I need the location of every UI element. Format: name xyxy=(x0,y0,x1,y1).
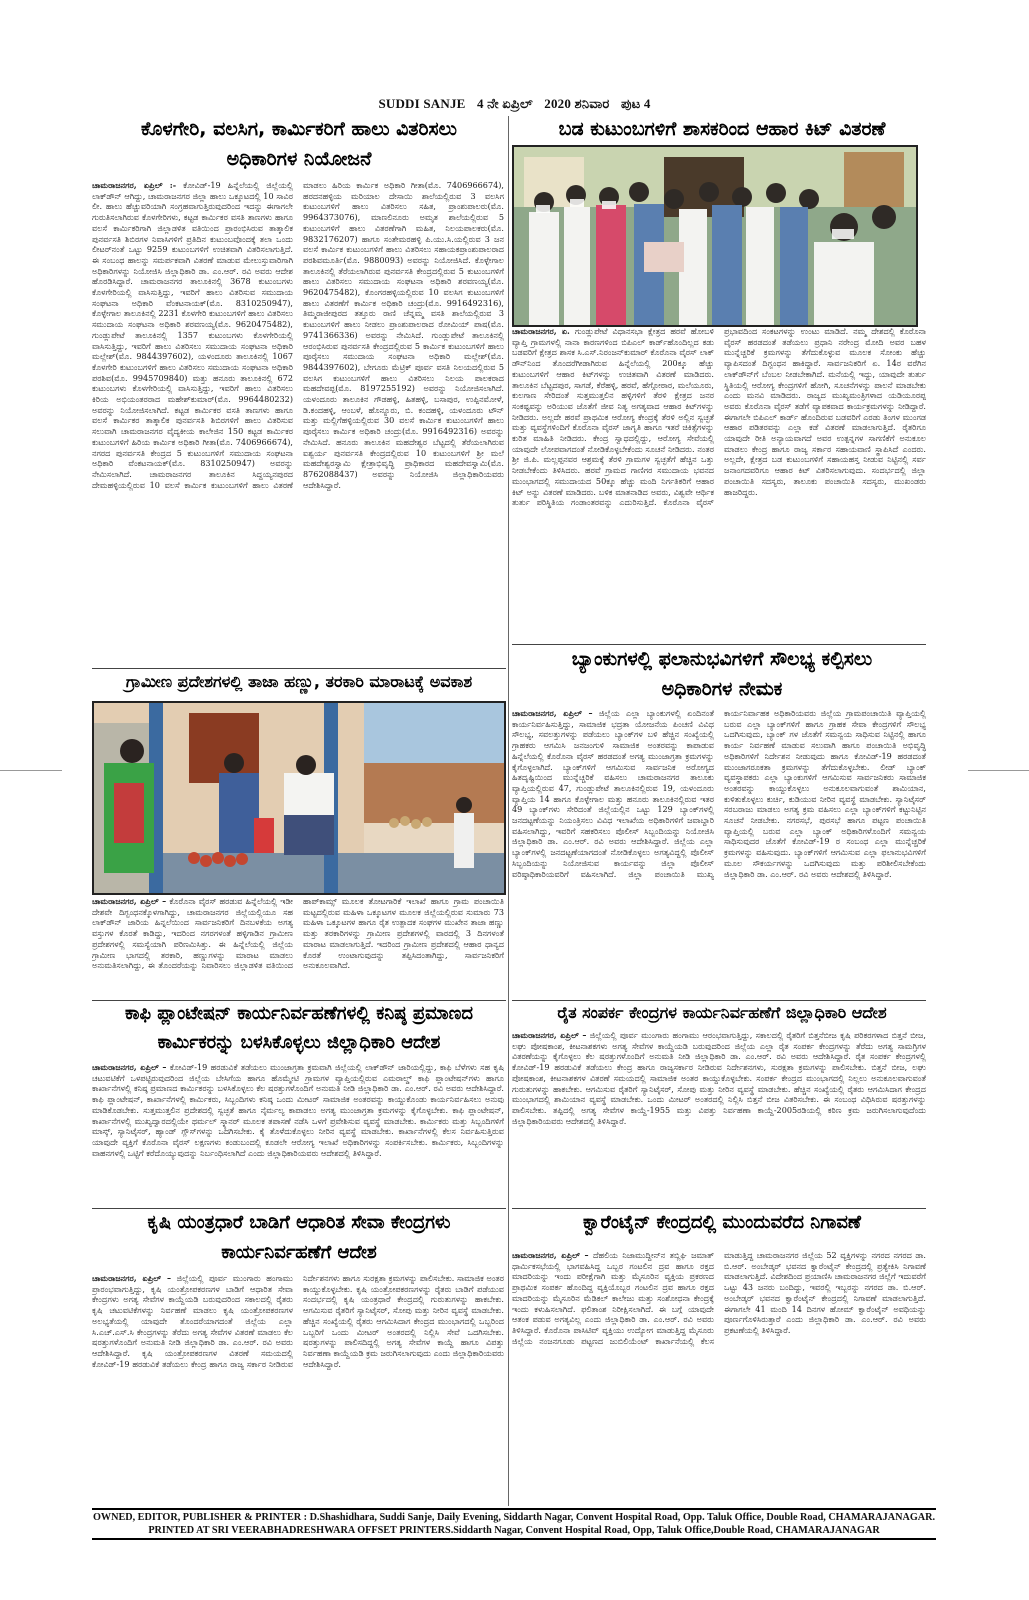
produce-article-body xyxy=(92,896,504,998)
rule-right-2 xyxy=(512,1000,926,1001)
masthead xyxy=(0,96,1029,112)
rule-right-1 xyxy=(512,644,926,645)
milk-article-body xyxy=(92,180,504,664)
masthead-page: ಪುಟ 4 xyxy=(620,96,651,111)
foodkit-dateline: ಚಾಮರಾಜನಗರ, ಏ. xyxy=(512,326,570,336)
milk-headline-1: ಕೊಳಗೇರಿ, ವಲಸಿಗ, ಕಾರ್ಮಿಕರಿಗೆ ಹಾಲು ವಿತರಿಸಲು xyxy=(141,118,457,140)
center-column-rule xyxy=(508,116,509,1506)
quarantine-article-body xyxy=(512,1250,926,1502)
imprint-line-2: PRINTED AT SRI VEERABHADRESHWARA OFFSET PRINTERS.Siddarth Nagar, Convent Hospital Road, Opp, Taluk Office,Double Road, CHAMARAJANAGAR xyxy=(148,1525,880,1536)
coffee-dateline: ಚಾಮರಾಜನಗರ, ಏಪ್ರಿಲ್ – xyxy=(92,1062,167,1072)
raitha-article-body xyxy=(512,1030,926,1204)
krishi-text: ಜಿಲ್ಲೆಯಲ್ಲಿ ಪೂರ್ವ ಮುಂಗಾರು ಹಂಗಾಮು ಪ್ರಾರಂಭವಾಗುತ್ತಿದ್ದು, ಕೃಷಿ ಯಂತ್ರೋಪಕರಣಗಳ ಬಾಡಿಗೆ ಆಧಾರಿತ ಸೇವಾ ಕೇಂದ್ರಗಳು ಅಗತ್ಯ ಸೇವೆಗಳ ಕಾಯ್ದೆಯಡಿ ಬರುವುದರಿಂದ ಸಕಾಲದಲ್ಲಿ ರೈತರು ಕೃಷಿ ಚಟುವಟಿಕೆಗಳನ್ನು ನಿರ್ವಹಣೆ ಮಾಡಲು ಕೃಷಿ ಯಂತ್ರೋಪಕರಣಗಳ ಅಲಭ್ಯತೆಯಲ್ಲಿ ಯಾವುದೇ ತೊಂದರೆಯಾಗದಂತೆ ಜಿಲ್ಲೆಯ ಎಲ್ಲಾ ಸಿ.ಎಚ್.ಎಸ್.ಸಿ ಕೇಂದ್ರಗಳನ್ನು ತೆರೆದು ಅಗತ್ಯ ಸೇವೆಗಳ ವಿತರಣೆ ಮಾಡಲು ಕೆಲ ಷರತ್ತುಗಳೊಂದಿಗೆ ಅನುಮತಿ ನೀಡಿ ಜಿಲ್ಲಾಧಿಕಾರಿ ಡಾ. ಎಂ.ಆರ್. ರವಿ ಅವರು ಆದೇಶಿಸಿದ್ದಾರೆ. ಕೃಷಿ ಯಂತ್ರೋಪಕರಣಗಳ ವಿತರಣೆ ಸಮಯದಲ್ಲಿ ಕೋವಿಡ್-19 ಹರಡುವಿಕೆ ತಡೆಯಲು ಕೇಂದ್ರ ಹಾಗೂ ರಾಜ್ಯ ಸರ್ಕಾರ ನೀಡಿರುವ ನಿರ್ದೇಶನಗಳು ಹಾಗೂ ಸುರಕ್ಷತಾ ಕ್ರಮಗಳನ್ನು ಪಾಲಿಸಬೇಕು. ಸಾಮಾಜಿಕ ಅಂತರ ಕಾಯ್ದುಕೊಳ್ಳಬೇಕು. ಕೃಷಿ ಯಂತ್ರೋಪಕರಣಗಳನ್ನು ರೈತರು ಬಾಡಿಗೆ ಪಡೆಯುವ ಸಂದರ್ಭದಲ್ಲಿ ಕೃಷಿ ಯಂತ್ರಧಾರೆ ಕೇಂದ್ರದಲ್ಲಿ ಗುರುತುಗಳನ್ನು ಹಾಕಬೇಕು. ಆಗಮಿಸುವ ರೈತರಿಗೆ ಸ್ಯಾನಿಟೈಸರ್, ಸೋಪು ಮತ್ತು ನೀರಿನ ವ್ಯವಸ್ಥೆ ಮಾಡಬೇಕು. ಹೆಚ್ಚಿನ ಸಂಖ್ಯೆಯಲ್ಲಿ ರೈತರು ಆಗಮಿಸಿದಾಗ ಕೇಂದ್ರದ ಮುಂಭಾಗದಲ್ಲಿ ಒಬ್ಬರಿಂದ ಒಬ್ಬರಿಗೆ ಒಂದು ಮೀಟರ್ ಅಂತರದಲ್ಲಿ ನಿಲ್ಲಿಸಿ ಸೇವೆ ಒದಗಿಸಬೇಕು. ಷರತ್ತುಗಳನ್ನು ಪಾಲಿಸದಿದ್ದಲ್ಲಿ ಅಗತ್ಯ ಸೇವೆಗಳ ಕಾಯ್ದೆ ಹಾಗೂ ವಿಪತ್ತು ನಿರ್ವಹಣಾ ಕಾಯ್ದೆಯಡಿ ಕ್ರಮ ಜರುಗಿಸಲಾಗುವುದು ಎಂದು ಜಿಲ್ಲಾಧಿಕಾರಿಯವರು ಆದೇಶಿಸಿದ್ದಾರೆ. xyxy=(92,1273,504,1369)
foodkit-photo-illustration xyxy=(514,147,916,325)
krishi-headline-2: ಕಾರ್ಯನಿರ್ವಹಣೆಗೆ ಆದೇಶ xyxy=(221,1242,377,1263)
banks-article-body xyxy=(512,708,926,1002)
milk-text: ಕೋವಿಡ್-19 ಹಿನ್ನೆಲೆಯಲ್ಲಿ ಜಿಲ್ಲೆಯಲ್ಲಿ ಲಾಕ್‌ಡೌನ್ ಆಗಿದ್ದು, ಚಾಮರಾಜನಗರ ಜಿಲ್ಲಾ ಹಾಲು ಒಕ್ಕೂಟದಲ್ಲಿ 10 ಸಾವಿರ ಲೀ. ಹಾಲು ಹೆಚ್ಚುವರಿಯಾಗಿ ಸಂಗ್ರಹವಾಗುತ್ತಿರುವುದರಿಂದ ಇದನ್ನು ಈಗಾಗಲೇ ಗುರುತಿಸಲಾಗಿರುವ ಕೊಳಗೇರಿಗಳು, ಕಟ್ಟಡ ಕಾರ್ಮಿಕರ ವಸತಿ ತಾಣಗಳು ಹಾಗೂ ವಲಸೆ ಕಾರ್ಮಿಕರಿಗಾಗಿ ಜಿಲ್ಲಾಡಳಿತ ವತಿಯಿಂದ ಪ್ರಾರಂಭಿಸಿರುವ ತಾತ್ಕಾಲಿಕ ಪುನರ್ವಸತಿ ಶಿಬಿರಗಳ ನಿವಾಸಿಗಳಿಗೆ ಪ್ರತಿದಿನ ಕುಟುಂಬವೊಂದಕ್ಕೆ ತಲಾ ಒಂದು ಲೀಟರ್‌ನಂತೆ ಒಟ್ಟು 9259 ಕುಟುಂಬಗಳಿಗೆ ಉಚಿತವಾಗಿ ವಿತರಿಸಲಾಗುತ್ತಿದೆ. ಈ ಸಂಬಂಧ ಹಾಲನ್ನು ಸಮರ್ಪಕವಾಗಿ ವಿತರಣೆ ಮಾಡುವ ಮೇಲುಸ್ತುವಾರಿಗಾಗಿ ಅಧಿಕಾರಿಗಳನ್ನು ನಿಯೋಜಿಸಿ ಜಿಲ್ಲಾಧಿಕಾರಿ ಡಾ. ಎಂ.ಆರ್. ರವಿ ಅವರು ಆದೇಶ ಹೊರಡಿಸಿದ್ದಾರೆ. ಚಾಮರಾಜನಗರ ತಾಲೂಕಿನಲ್ಲಿ 3678 ಕುಟುಂಬಗಳು ಕೊಳಗೇರಿಯಲ್ಲಿ ವಾಸಿಸುತ್ತಿದ್ದು, ಇವರಿಗೆ ಹಾಲು ವಿತರಿಸುವ ಸಮುದಾಯ ಸಂಘಟನಾ ಅಧಿಕಾರಿ ವೆಂಕಟನಾಯಕ್(ಮೊ. 8310250947), ಕೊಳ್ಳೇಗಾಲ ತಾಲೂಕಿನಲ್ಲಿ 2231 ಕೊಳಗೇರಿ ಕುಟುಂಬಗಳಿಗೆ ಹಾಲು ವಿತರಿಸಲು ಸಮುದಾಯ ಸಂಘಟನಾ ಅಧಿಕಾರಿ ಶರವಣಯ್ಯ(ಮೊ. 9620475482), ಗುಂಡ್ಲುಪೇಟೆ ತಾಲೂಕಿನಲ್ಲಿ 1357 ಕುಟುಂಬಗಳು ಕೊಳಗೇರಿಯಲ್ಲಿ ವಾಸಿಸುತ್ತಿದ್ದು, ಇವರಿಗೆ ಹಾಲು ವಿತರಿಸಲು ಸಮುದಾಯ ಸಂಘಟನಾ ಅಧಿಕಾರಿ ಮಲ್ಲೇಶ್(ಮೊ. 9844397602), ಯಳಂದೂರು ತಾಲೂಕಿನಲ್ಲಿ 1067 ಕೊಳಗೇರಿ ಕುಟುಂಬಗಳಿಗೆ ಹಾಲು ವಿತರಿಸಲು ಸಮುದಾಯ ಸಂಘಟನಾ ಅಧಿಕಾರಿ ಪರಶಿವ(ಮೊ. 9945709840) ಮತ್ತು ಹನೂರು ತಾಲೂಕಿನಲ್ಲಿ 672 ಕುಟುಂಬಗಳು ಕೊಳಗೇರಿಯಲ್ಲಿ ವಾಸಿಸುತ್ತಿದ್ದು, ಇವರಿಗೆ ಹಾಲು ವಿತರಿಸಲು ಕಿರಿಯ ಅಭಿಯಂತರರಾದ ಮಹೇಶ್‌ಕುಮಾರ್(ಮೊ. 9964480232) ಅವರನ್ನು ನಿಯೋಜಿಸಲಾಗಿದೆ. ಕಟ್ಟಡ ಕಾರ್ಮಿಕರ ವಸತಿ ತಾಣಗಳು ಹಾಗೂ ವಲಸೆ ಕಾರ್ಮಿಕರ ತಾತ್ಕಾಲಿಕ ಪುನರ್ವಸತಿ ಶಿಬಿರಗಳಿಗೆ ಹಾಲು ವಿತರಿಸುವ ಸಲುವಾಗಿ ಚಾಮರಾಜನಗರ ವೈದ್ಯಕೀಯ ಕಾಲೇಜಿನ 150 ಕಟ್ಟಡ ಕಾರ್ಮಿಕರ ಕುಟುಂಬಗಳಿಗೆ ಹಿರಿಯ ಕಾರ್ಮಿಕ ಅಧಿಕಾರಿ ಗೀತಾ(ಮೊ. 7406966674), ನಗರದ ಪುನರ್ವಸತಿ ಕೇಂದ್ರದ 5 ಕುಟುಂಬಗಳಿಗೆ ಸಮುದಾಯ ಸಂಘಟನಾ ಅಧಿಕಾರಿ ವೆಂಕಟನಾಯಕ್(ಮೊ. 8310250947) ಅವರನ್ನು ನೇಮಿಸಲಾಗಿದೆ. ಚಾಮರಾಜನಗರ ತಾಲೂಕಿನ ಸಿದ್ದಯ್ಯನಪುರದ ದೇಮಹಳ್ಳಿಯಲ್ಲಿರುವ 10 ವಲಸೆ ಕಾರ್ಮಿಕ ಕುಟುಂಬಗಳಿಗೆ ಹಾಲು ವಿತರಣೆ ಮಾಡಲು ಹಿರಿಯ ಕಾರ್ಮಿಕ ಅಧಿಕಾರಿ ಗೀತಾ(ಮೊ. 7406966674), ಹರದನಹಳ್ಳಿಯ ಮರಿಯಾಲ ದೇಸಾಯಿ ಶಾಲೆಯಲ್ಲಿರುವ 3 ವಲಸಿಗ ಕುಟುಂಬಗಳಿಗೆ ಹಾಲು ವಿತರಿಸಲು ಸಹಿತ, ಪ್ರಾಂಶುಪಾಲರು(ಮೊ. 9964373076), ಮಾಣಲಿನೂರು ಅಮೃತ ಶಾಲೆಯಲ್ಲಿರುವ 5 ಕುಟುಂಬಗಳಿಗೆ ಹಾಲು ವಿತರಣೆಗಾಗಿ ಮಹಿತ, ನಿಲಯಪಾಲಕರು(ಮೊ. 9832176207) ಹಾಗೂ ಸಂತೇಮರಹಳ್ಳಿ ಪಿ.ಯು.ಸಿ.ಯಲ್ಲಿರುವ 3 ಜನ ವಲಸೆ ಕಾರ್ಮಿಕ ಕುಟುಂಬಗಳಿಗೆ ಹಾಲು ವಿತರಿಸಲು ಸಹಾಯಕಪ್ರಾಂಶುಪಾಲರಾದ ಪರಶಿವಮೂರ್ತಿ(ಮೊ. 9880093) ಅವರನ್ನು ನಿಯೋಜಿಸಿದೆ. ಕೊಳ್ಳೇಗಾಲ ತಾಲೂಕಿನಲ್ಲಿ ತೆರೆಯಲಾಗಿರುವ ಪುನರ್ವಸತಿ ಕೇಂದ್ರದಲ್ಲಿರುವ 5 ಕುಟುಂಬಗಳಿಗೆ ಹಾಲು ವಿತರಿಸಲು ಸಮುದಾಯ ಸಂಘಟನಾ ಅಧಿಕಾರಿ ಶರವಣಯ್ಯ(ಮೊ. 9620475482), ಕೊಂಗರಹಳ್ಳಿಯಲ್ಲಿರುವ 10 ವಲಸಿಗ ಕುಟುಂಬಗಳಿಗೆ ಹಾಲು ವಿತರಣೆಗೆ ಕಾರ್ಮಿಕ ಅಧಿಕಾರಿ ಚಂದ್ರು(ಮೊ. 9916492316), ತಿಮ್ಮರಾಜೀಪುರದ ತತ್ತೂರು ರಾಣಿ ಚೆನ್ನಮ್ಮ ವಸತಿ ಶಾಲೆಯಲ್ಲಿರುವ 3 ಕುಟುಂಬಗಳಿಗೆ ಹಾಲು ನೀಡಲು ಪ್ರಾಂಶುಪಾಲರಾದ ರೋಮಿಯ್ ಪಾಷ(ಮೊ. 9741366336) ಅವರನ್ನು ನೇಮಿಸಿದೆ. ಗುಂಡ್ಲುಪೇಟೆ ತಾಲೂಕಿನಲ್ಲಿ ಆರಂಭಿಸಿರುವ ಪುನರ್ವಸತಿ ಕೇಂದ್ರದಲ್ಲಿರುವ 5 ಕಾರ್ಮಿಕ ಕುಟುಂಬಗಳಿಗೆ ಹಾಲು ಪೂರೈಸಲು ಸಮುದಾಯ ಸಂಘಟನಾ ಅಧಿಕಾರಿ ಮಲ್ಲೇಶ್(ಮೊ. 9844397602), ಬೇಗೂರು ಮೆಟ್ರಿಕ್ ಪೂರ್ವ ವಸತಿ ನಿಲಯದಲ್ಲಿರುವ 5 ವಲಸಿಗ ಕುಟುಂಬಗಳಿಗೆ ಹಾಲು ವಿತರಿಸಲು ನಿಲಯ ಪಾಲಕರಾದ ಮಹದೇವಪ್ಪ(ಮೊ. 8197255192) ಅವರನ್ನು ನಿಯೋಜಿಸಲಾಗಿದೆ. ಯಳಂದೂರು ತಾಲೂಕಿನ ಗೌಡಹಳ್ಳಿ, ಹಿತಹಳ್ಳಿ, ಬಸಾಪುರ, ಉಪ್ಪಿನಮೋಳೆ, ಡಿ.ಕಂದಹಳ್ಳಿ, ಆಂಬಳೆ, ಹೊನ್ನೂರು, ಬಿ. ಕಂದಹಳ್ಳಿ, ಯಳಂದೂರು ಟೌನ್ ಮತ್ತು ಮಲ್ಲಿಗೆಹಳ್ಳಿಯಲ್ಲಿರುವ 30 ವಲಸೆ ಕಾರ್ಮಿಕ ಕುಟುಂಬಗಳಿಗೆ ಹಾಲು ಪೂರೈಸಲು ಕಾರ್ಮಿಕ ಅಧಿಕಾರಿ ಚಂದ್ರು(ಮೊ. 9916492316) ಅವರನ್ನು ನೇಮಿಸಿದೆ. ಹನೂರು ತಾಲೂಕಿನ ಮಹದೇಶ್ವರ ಬೆಟ್ಟದಲ್ಲಿ ತೆರೆಯಲಾಗಿರುವ ಐಶ್ವರ್ಯ ಪುನರ್ವಸತಿ ಕೇಂದ್ರದಲ್ಲಿರುವ 10 ಕುಟುಂಬಗಳಿಗೆ ಶ್ರೀ ಮಲೆ ಮಹದೇಶ್ವರಸ್ವಾಮಿ ಕ್ಷೇತ್ರಾಭಿವೃದ್ಧಿ ಪ್ರಾಧಿಕಾರದ ಮಹದೇವಸ್ವಾಮಿ(ಮೊ. 8762088437) ಅವರನ್ನು ನಿಯೋಜಿಸಿ ಜಿಲ್ಲಾಧಿಕಾರಿಯವರು ಆದೇಶಿಸಿದ್ದಾರೆ. xyxy=(92,180,504,490)
raitha-headline: ರೈತ ಸಂಪರ್ಕ ಕೇಂದ್ರಗಳ ಕಾರ್ಯನಿರ್ವಹಣೆಗೆ ಜಿಲ್ಲಾಧಿಕಾರಿ ಆದೇಶ xyxy=(557,1003,887,1022)
banks-dateline: ಚಾಮರಾಜನಗರ, ಏಪ್ರಿಲ್ – xyxy=(512,708,593,718)
produce-photo-illustration xyxy=(94,703,504,893)
rule-left-2 xyxy=(92,1000,506,1001)
imprint-footer xyxy=(92,1508,936,1540)
coffee-text: ಕೋವಿಡ್-19 ಹರಡುವಿಕೆ ತಡೆಯಲು ಮುಂಜಾಗ್ರತಾ ಕ್ರಮವಾಗಿ ಜಿಲ್ಲೆಯಲ್ಲಿ ಲಾಕ್‌ಡೌನ್ ಜಾರಿಯಲ್ಲಿದ್ದು, ಕಾಫಿ ಬೆಳೆಗಳು ಸಹ ಕೃಷಿ ಚಟುವಟಿಕೆಗೆ ಒಳಪಟ್ಟಿರುವುದರಿಂದ ಜಿಲ್ಲೆಯ ಬೇಸಿಗೆಯ ಹಾಗೂ ಹೊಮ್ಮೇಟಿ ಗ್ರಾಮಗಳ ವ್ಯಾಪ್ತಿಯಲ್ಲಿರುವ ಎಮರಾಲ್ಡ್ ಕಾಫಿ ಪ್ಲಾಂಟೇಷನ್‌ಗಳು ಹಾಗೂ ಕಾರ್ಖಾನೆಗಳಲ್ಲಿ ಕನಿಷ್ಠ ಪ್ರಮಾಣದ ಕಾರ್ಮಿಕರನ್ನು ಬಳಸಿಕೊಳ್ಳಲು ಕೆಲ ಷರತ್ತುಗಳೊಂದಿಗೆ ಅನುಮತಿ ನೀಡಿ ಜಿಲ್ಲಾಧಿಕಾರಿ ಡಾ. ಎಂ.ಆರ್. ರವಿ ಅವರು ಆದೇಶಿಸಿದ್ದಾರೆ. ಕಾಫಿ ಪ್ಲಾಂಟೇಷನ್, ಕಾರ್ಖಾನೆಗಳಲ್ಲಿ ಕಾರ್ಮಿಕರು, ಸಿಬ್ಬಂದಿಗಳು ಕನಿಷ್ಠ ಒಂದು ಮೀಟರ್ ಸಾಮಾಜಿಕ ಅಂತರವನ್ನು ಕಾಯ್ದುಕೊಂಡು ಕಾರ್ಯನಿರ್ವಹಿಸಲು ಅನುವು ಮಾಡಿಕೊಡಬೇಕು. ಸುತ್ತಮುತ್ತಲಿನ ಪ್ರದೇಶದಲ್ಲಿ ಸ್ವಚ್ಛತೆ ಹಾಗೂ ನೈರ್ಮಲ್ಯ ಕಾಪಾಡಲು ಅಗತ್ಯ ಮುಂಜಾಗ್ರತಾ ಕ್ರಮಗಳನ್ನು ಕೈಗೊಳ್ಳಬೇಕು. ಕಾಫಿ ಪ್ಲಾಂಟೇಷನ್, ಕಾರ್ಖಾನೆಗಳಲ್ಲಿ ಮುಖ್ಯದ್ವಾರದಲ್ಲಿಯೇ ಥರ್ಮಲ್ ಸ್ಕ್ಯಾನರ್ ಮೂಲಕ ತಪಾಸಣೆ ನಡೆಸಿ ಒಳಗೆ ಪ್ರವೇಶಿಸುವ ವ್ಯವಸ್ಥೆ ಮಾಡಬೇಕು. ಕಾರ್ಮಿಕರು ಮತ್ತು ಸಿಬ್ಬಂದಿಗಳಿಗೆ ಮಾಸ್ಕ್, ಸ್ಯಾನಿಟೈಸರ್, ಹ್ಯಾಂಡ್ ಗ್ಲೌಸ್‌ಗಳನ್ನು ಒದಗಿಸಬೇಕು. ಕೈ ತೊಳೆದುಕೊಳ್ಳಲು ನೀರಿನ ವ್ಯವಸ್ಥೆ ಮಾಡಬೇಕು. ಕಾರ್ಖಾನೆಗಳಲ್ಲಿ ಕೆಲಸ ನಿರ್ವಹಿಸುತ್ತಿರುವ ಯಾವುದೇ ವ್ಯಕ್ತಿಗೆ ಕೊರೊನಾ ವೈರಸ್ ಲಕ್ಷಣಗಳು ಕಂಡುಬಂದಲ್ಲಿ ಕೂಡಲೇ ಆರೋಗ್ಯ ಇಲಾಖೆ ಅಧಿಕಾರಿಗಳನ್ನು ಸಂಪರ್ಕಿಸಬೇಕು. ಕಾರ್ಮಿಕರು, ಸಿಬ್ಬಂದಿಗಳನ್ನು ವಾಹನಗಳಲ್ಲಿ ಒಟ್ಟಿಗೆ ಕರೆದೊಯ್ಯುವುದನ್ನು ನಿರ್ಬಂಧಿಸಲಾಗಿದೆ ಎಂದು ಜಿಲ್ಲಾಧಿಕಾರಿಯವರು ಆದೇಶದಲ್ಲಿ ತಿಳಿಸಿದ್ದಾರೆ. xyxy=(92,1062,504,1158)
produce-text: ಕೊರೊನಾ ವೈರಸ್ ಹರಡುವ ಹಿನ್ನೆಲೆಯಲ್ಲಿ ಇಡೀ ದೇಶವೇ ದಿಗ್ಬಂಧನಕ್ಕೊಳಗಾಗಿದ್ದು, ಚಾಮರಾಜನಗರ ಜಿಲ್ಲೆಯಲ್ಲಿಯೂ ಸಹ ಲಾಕ್‌ಡೌನ್ ಜಾರಿಯ ಹಿನ್ನಲೆಯಿಂದ ಸಾರ್ವಜನಿಕರಿಗೆ ದಿನಬಳಕೆಯ ಅಗತ್ಯ ವಸ್ತುಗಳ ಕೊರತೆ ಕಾಡಿದ್ದು, ಇದರಿಂದ ನಗರಗಳಂತೆ ಹಳ್ಳಿಗಾಡಿನ ಗ್ರಾಮೀಣ ಪ್ರದೇಶಗಳಲ್ಲಿ ಸಮಸ್ಯೆಯಾಗಿ ಪರಿಣಮಿಸಿತ್ತು. ಈ ಹಿನ್ನೆಲೆಯಲ್ಲಿ ಜಿಲ್ಲೆಯ ಗ್ರಾಮೀಣ ಭಾಗದಲ್ಲಿ ತರಕಾರಿ, ಹಣ್ಣುಗಳನ್ನು ಮಾರಾಟ ಮಾಡಲು ಅನುಮತಿಸಲಾಗಿದ್ದು, ಈ ತೊಂದರೆಯನ್ನು ನಿವಾರಿಸಲು ಜಿಲ್ಲಾಡಳಿತ ವತಿಯಿಂದ ಹಾಪ್‌ಕಾಮ್ಸ್ ಮೂಲಕ ತೋಟಗಾರಿಕೆ ಇಲಾಖೆ ಹಾಗೂ ಗ್ರಾಮ ಪಂಚಾಯಿತಿ ಮಟ್ಟದಲ್ಲಿರುವ ಮಹಿಳಾ ಒಕ್ಕೂಟಗಳ ಮೂಲಕ ಜಿಲ್ಲೆಯಲ್ಲಿರುವ ಸುಮಾರು 73 ಮಹಿಳಾ ಒಕ್ಕೂಟಗಳ ಹಾಗೂ ರೈತ ಉತ್ಪಾದಕ ಸಂಘಗಳ ಮುಖೇನ ತಾಜಾ ಹಣ್ಣು ಮತ್ತು ತರಕಾರಿಗಳನ್ನು ಗ್ರಾಮೀಣ ಪ್ರದೇಶಗಳಲ್ಲಿ ವಾರದಲ್ಲಿ 3 ದಿನಗಳಂತೆ ಮಾರಾಟ ಮಾಡಲಾಗುತ್ತಿದೆ. ಇದರಿಂದ ಗ್ರಾಮೀಣ ಪ್ರದೇಶದಲ್ಲಿ ಆಹಾರ ಧಾನ್ಯದ ಕೊರತೆ ಉಂಟಾಗುವುದನ್ನು ತಪ್ಪಿಸಿದಂತಾಗಿದ್ದು, ಸಾರ್ವಜನಿಕರಿಗೆ ಅನುಕೂಲವಾಗಿದೆ. xyxy=(92,896,504,971)
quarantine-text: ದೆಹಲಿಯ ನಿಜಾಮುದ್ದೀನ್‌ನ ತಬ್ಲಿಘಿ ಜಮಾತ್ ಧಾರ್ಮಿಕಸಭೆಯಲ್ಲಿ ಭಾಗವಹಿಸಿದ್ದ ಒಬ್ಬರ ಗಂಟಲಿನ ದ್ರವ ಹಾಗೂ ರಕ್ತದ ಮಾದರಿಯನ್ನು ಇಂದು ಪರೀಕ್ಷೆಗಾಗಿ ಮತ್ತು ಮೈಸೂರಿನ ವ್ಯಕ್ತಿಯ ಪ್ರಕರಣದ ಪ್ರಾಥಮಿಕ ಸಂಪರ್ಕ ಹೊಂದಿದ್ದ ವ್ಯಕ್ತಿಯೊಬ್ಬರ ಗಂಟಲಿನ ದ್ರವ ಹಾಗೂ ರಕ್ತದ ಮಾದರಿಯನ್ನು ಮೈಸೂರಿನ ಮೆಡಿಕಲ್ ಕಾಲೇಜು ಮತ್ತು ಸಂಶೋಧನಾ ಕೇಂದ್ರಕ್ಕೆ ಇಂದು ಕಳುಹಿಸಲಾಗಿದೆ. ಫಲಿತಾಂಶ ನಿರೀಕ್ಷಿಸಲಾಗಿದೆ. ಈ ಬಗ್ಗೆ ಯಾವುದೇ ಆತಂಕ ಪಡುವ ಅಗತ್ಯವಿಲ್ಲ ಎಂದು ಜಿಲ್ಲಾಧಿಕಾರಿ ಡಾ. ಎಂ.ಆರ್. ರವಿ ಅವರು ತಿಳಿಸಿದ್ದಾರೆ. ಕೊರೊನಾ ಪಾಸಿಟಿವ್ ವ್ಯಕ್ತಿಯು ಉದ್ಯೋಗ ಮಾಡುತ್ತಿದ್ದ ಮೈಸೂರು ಜಿಲ್ಲೆಯ ನಂಜನಗೂಡು ಪಟ್ಟಣದ ಜುಬಿಲಿಯೆಂಟ್ ಕಾರ್ಖಾನೆಯಲ್ಲಿ ಕೆಲಸ ಮಾಡುತ್ತಿದ್ದ ಚಾಮರಾಜನಗರ ಜಿಲ್ಲೆಯ 52 ವ್ಯಕ್ತಿಗಳನ್ನು ನಗರದ ನಗರದ ಡಾ. ಬಿ.ಆರ್. ಅಂಬೇಡ್ಕರ್ ಭವನದ ಕ್ವಾರೆಂಟೈನ್ ಕೇಂದ್ರದಲ್ಲಿ ಪ್ರತ್ಯೇಕಿಸಿ ನಿಗಾವಣೆ ಮಾಡಲಾಗುತ್ತಿದೆ. ವಿದೇಶದಿಂದ ಪ್ರಯಾಣಿಸಿ ಚಾಮರಾಜನಗರ ಜಿಲ್ಲೆಗೆ ಇದುವರೆಗೆ ಒಟ್ಟು 43 ಜನರು ಬಂದಿದ್ದು, ಇವರಲ್ಲಿ ಇಬ್ಬರನ್ನು ನಗರದ ಡಾ. ಬಿ.ಆರ್. ಅಂಬೇಡ್ಕರ್ ಭವನದ ಕ್ವಾರೆಂಟೈನ್ ಕೇಂದ್ರದಲ್ಲಿ ನಿಗಾವಣೆ ಮಾಡಲಾಗುತ್ತಿದೆ. ಈಗಾಗಲೇ 41 ಮಂದಿ 14 ದಿನಗಳ ಹೋಮ್ ಕ್ವಾರೆಂಟೈನ್ ಅವಧಿಯನ್ನು ಪೂರ್ಣಗೊಳಿಸಿರುತ್ತಾರೆ ಎಂದು ಜಿಲ್ಲಾಧಿಕಾರಿ ಡಾ. ಎಂ.ಆರ್. ರವಿ ಅವರು ಪ್ರಕಟಣೆಯಲ್ಲಿ ತಿಳಿಸಿದ್ದಾರೆ. xyxy=(512,1250,926,1346)
rule-right-3 xyxy=(512,1208,926,1209)
produce-photo xyxy=(92,701,506,895)
banks-headline-2: ಅಧಿಕಾರಿಗಳ ನೇಮಕ xyxy=(661,678,783,700)
produce-dateline: ಚಾಮರಾಜನಗರ, ಏಪ್ರಿಲ್ – xyxy=(92,896,167,906)
krishi-headline-1: ಕೃಷಿ ಯಂತ್ರಧಾರೆ ಬಾಡಿಗೆ ಆಧಾರಿತ ಸೇವಾ ಕೇಂದ್ರಗಳು xyxy=(147,1212,451,1233)
krishi-article-body xyxy=(92,1273,504,1503)
coffee-article-body xyxy=(92,1062,504,1204)
quarantine-headline: ಕ್ವಾರೆಂಟೈನ್ ಕೇಂದ್ರದಲ್ಲಿ ಮುಂದುವರೆದ ನಿಗಾವಣೆ xyxy=(582,1212,862,1233)
quarantine-dateline: ಚಾಮರಾಜನಗರ, ಏಪ್ರಿಲ್ – xyxy=(512,1250,589,1260)
krishi-dateline: ಚಾಮರಾಜನಗರ, ಏಪ್ರಿಲ್ – xyxy=(92,1273,172,1283)
foodkit-headline: ಬಡ ಕುಟುಂಬಗಳಿಗೆ ಶಾಸಕರಿಂದ ಆಹಾರ ಕಿಟ್ ವಿತರಣೆ xyxy=(558,118,886,140)
banks-text: ಜಿಲ್ಲೆಯ ಎಲ್ಲಾ ಬ್ಯಾಂಕುಗಳಲ್ಲಿ ಏಂದಿನಂತೆ ಕಾರ್ಯನಿರ್ವಹಿಸುತ್ತಿದ್ದು, ಸಾಮಾಜಿಕ ಭದ್ರತಾ ಯೋಜನೆಯ ಪಿಂಚಣಿ ವಿವಿಧ ಸೌಲಭ್ಯ, ಸವಲತ್ತುಗಳನ್ನು ಪಡೆಯಲು ಬ್ಯಾಂಕ್‌ಗಳ ಬಳಿ ಹೆಚ್ಚಿನ ಸಂಖ್ಯೆಯಲ್ಲಿ ಗ್ರಾಹಕರು ಆಗಮಿಸಿ ಜನಜಂಗುಳಿ ಸಾಮಾಜಿಕ ಅಂತರವನ್ನು ಕಾಪಾಡುವ ಹಿನ್ನೆಲೆಯಲ್ಲಿ ಕೊರೊನಾ ವೈರಸ್ ಹರಡದಂತೆ ಅಗತ್ಯ ಮುಂಜಾಗ್ರತಾ ಕ್ರಮಗಳನ್ನು ಕೈಗೊಳ್ಳಲಾಗಿದೆ. ಬ್ಯಾಂಕ್‌ಗಳಿಗೆ ಆಗಮಿಸುವ ಸಾರ್ವಜನಿಕ ಅರೋಗ್ಯದ ಹಿತದೃಷ್ಟಿಯಿಂದ ಮುನ್ನೆಚ್ಚರಿಕೆ ವಹಿಸಲು ಚಾಮರಾಜನಗರ ತಾಲೂಕು ವ್ಯಾಪ್ತಿಯಲ್ಲಿರುವ 47, ಗುಂಡ್ಲುಪೇಟೆ ತಾಲೂಕಿನಲ್ಲಿರುವ 19, ಯಳಂದೂರು ವ್ಯಾಪ್ತಿಯ 14 ಹಾಗೂ ಕೊಳ್ಳೇಗಾಲ ಮತ್ತು ಹನೂರು ತಾಲೂಕಿನಲ್ಲಿರುವ ಇತರ 49 ಬ್ಯಾಂಕ್‌ಗಳು ಸೇರಿದಂತೆ ಜಿಲ್ಲೆಯಲ್ಲಿನ ಒಟ್ಟು 129 ಬ್ಯಾಂಕ್‌ಗಳಲ್ಲಿ ಜನದಟ್ಟಣೆಯನ್ನು ನಿಯಂತ್ರಿಸಲು ವಿವಿಧ ಇಲಾಖೆಯ ಅಧಿಕಾರಿಗಳಿಗೆ ಜವಾಬ್ದಾರಿ ವಹಿಸಲಾಗಿದ್ದು, ಇವರಿಗೆ ಸಹಕರಿಸಲು ಪೊಲೀಸ್ ಸಿಬ್ಬಂದಿಯನ್ನು ನಿಯೋಜಿಸಿ ಜಿಲ್ಲಾಧಿಕಾರಿ ಡಾ. ಎಂ.ಆರ್. ರವಿ ಅವರು ಆದೇಶಿಸಿದ್ದಾರೆ. ಜಿಲ್ಲೆಯ ಎಲ್ಲಾ ಬ್ಯಾಂಕ್‌ಗಳಲ್ಲಿ ಜನದಟ್ಟಣೆಯಾಗದಂತೆ ನೋಡಿಕೊಳ್ಳಲು ಅಗತ್ಯವಿದ್ದಲ್ಲಿ ಪೊಲೀಸ್ ಸಿಬ್ಬಂದಿಯನ್ನು ನಿಯೋಜಿಸುವ ಕಾರ್ಯವನ್ನು ಜಿಲ್ಲಾ ಪೊಲೀಸ್ ವರಿಷ್ಠಾಧಿಕಾರಿಯವರಿಗೆ ವಹಿಸಲಾಗಿದೆ. ಜಿಲ್ಲಾ ಪಂಚಾಯಿತಿ ಮುಖ್ಯ ಕಾರ್ಯನಿರ್ವಾಹಕ ಅಧಿಕಾರಿಯವರು ಜಿಲ್ಲೆಯ ಗ್ರಾಮಪಂಚಾಯಿತಿ ವ್ಯಾಪ್ತಿಯಲ್ಲಿ ಬರುವ ಎಲ್ಲಾ ಬ್ಯಾಂಕ್‌ಗಳಿಗೆ ಹಾಗೂ ಗ್ರಾಹಕ ಸೇವಾ ಕೇಂದ್ರಗಳಿಗೆ ಸೌಲಭ್ಯ ಒದಗಿಸುವುದು, ಬ್ಯಾಂಕ್ ಗಳ ಜೊತೆಗೆ ಸಮನ್ವಯ ಸಾಧಿಸುವ ನಿಟ್ಟಿನಲ್ಲಿ ಹಾಗೂ ಕಾರ್ಯ ನಿರ್ವಹಣೆ ಮಾಡುವ ಸಲುವಾಗಿ ಹಾಗೂ ಪಂಚಾಯಿತಿ ಅಭಿವೃದ್ಧಿ ಅಧಿಕಾರಿಗಳಿಗೆ ನಿರ್ದೇಶನ ನೀಡುವುದು ಹಾಗೂ ಕೋವಿಡ್-19 ಹರಡದಂತೆ ಮುಂಜಾಗರೂಕತಾ ಕ್ರಮಗಳನ್ನು ತೆಗೆದುಕೊಳ್ಳಬೇಕು. ಲೀಡ್ ಬ್ಯಾಂಕ್ ವ್ಯವಸ್ಥಾಪಕರು ಎಲ್ಲಾ ಬ್ಯಾಂಕುಗಳಿಗೆ ಆಗಮಿಸುವ ಸಾರ್ವಜನಿಕರು ಸಾಮಾಜಿಕ ಅಂತರವನ್ನು ಕಾಯ್ದುಕೊಳ್ಳಲು ಅನುಕೂಲವಾಗುವಂತೆ ಶಾಮಿಯಾನ, ಕುಳಿತುಕೊಳ್ಳಲು ಕುರ್ಚಿ, ಕುಡಿಯುವ ನೀರಿನ ವ್ಯವಸ್ಥೆ ಮಾಡಬೇಕು. ಸ್ಯಾನಿಟೈಸರ್ ಸರಬರಾಜು ಮಾಡಲು ಅಗತ್ಯ ಕ್ರಮ ವಹಿಸಲು ಎಲ್ಲಾ ಬ್ಯಾಂಕ್‌ಗಳಿಗೆ ಕಟ್ಟುನಿಟ್ಟಿನ ಸೂಚನೆ ನೀಡಬೇಕು. ನಗರಸಭೆ, ಪುರಸಭೆ ಹಾಗೂ ಪಟ್ಟಣ ಪಂಚಾಯಿತಿ ವ್ಯಾಪ್ತಿಯಲ್ಲಿ ಬರುವ ಎಲ್ಲಾ ಬ್ಯಾಂಕ್ ಅಧಿಕಾರಿಗಳೊಂದಿಗೆ ಸಮನ್ವಯ ಸಾಧಿಸುವುದರ ಜೊತೆಗೆ ಕೋವಿಡ್-19 ರ ಸಂಬಂಧ ಎಲ್ಲಾ ಮುನ್ನೆಚ್ಚರಿಕೆ ಕ್ರಮಗಳನ್ನು ವಹಿಸುವುದು. ಬ್ಯಾಂಕ್‌ಗಳಿಗೆ ಆಗಮಿಸುವ ಎಲ್ಲಾ ಫಲಾನುಭವಿಗಳಿಗೆ ಮೂಲ ಸೌಕರ್ಯಗಳನ್ನು ಒದಗಿಸುವುದು ಮತ್ತು ಪರಿಶೀಲಿಸಬೇಕೆಂದು ಜಿಲ್ಲಾಧಿಕಾರಿ ಡಾ. ಎಂ.ಆರ್. ರವಿ ಅವರು ಆದೇಶದಲ್ಲಿ ತಿಳಿಸಿದ್ದಾರೆ. xyxy=(512,708,926,879)
left-fold-mark xyxy=(0,770,62,771)
coffee-headline-1: ಕಾಫಿ ಪ್ಲಾಂಟೇಷನ್ ಕಾರ್ಯನಿರ್ವಹಣೆಗಳಲ್ಲಿ ಕನಿಷ್ಠ ಪ್ರಮಾಣದ xyxy=(124,1003,474,1024)
masthead-year-day: 2020 ಶನಿವಾರ xyxy=(544,96,610,111)
foodkit-article-body xyxy=(512,326,926,642)
foodkit-photo xyxy=(512,145,918,327)
milk-dateline: ಚಾಮರಾಜನಗರ, ಏಪ್ರಿಲ್ :- xyxy=(92,180,177,190)
milk-headline-2: ಅಧಿಕಾರಿಗಳ ನಿಯೋಜನೆ xyxy=(226,148,372,170)
rule-left-1 xyxy=(92,668,506,669)
masthead-date: 4 ನೇ ಏಪ್ರಿಲ್ xyxy=(476,96,533,111)
rule-left-3 xyxy=(92,1208,506,1209)
imprint-line-1: OWNED, EDITOR, PUBLISHER & PRINTER : D.Shashidhara, Suddi Sanje, Daily Evening, Siddarth Nagar, Convent Hospital Road, Opp. Taluk Office, Double Road, CHAMARAJANAGAR. xyxy=(92,1512,936,1523)
masthead-paper-name: SUDDI SANJE xyxy=(378,96,466,111)
raitha-dateline: ಚಾಮರಾಜನಗರ, ಏಪ್ರಿಲ್ – xyxy=(512,1030,587,1040)
coffee-headline-2: ಕಾರ್ಮಿಕರನ್ನು ಬಳಸಿಕೊಳ್ಳಲು ಜಿಲ್ಲಾಧಿಕಾರಿ ಆದೇಶ xyxy=(157,1032,441,1053)
foodkit-text: ಗುಂಡ್ಲುಪೇಟೆ ವಿಧಾನಸಭಾ ಕ್ಷೇತ್ರದ ಹರವೆ ಹೋಬಳಿ ವ್ಯಾಪ್ತಿ ಗ್ರಾಮಗಳಲ್ಲಿ ನಾನಾ ಕಾರಣಗಳಿಂದ ಬಿಪಿಎಲ್ ಕಾರ್ಡ್‌ಹೊಂದಿಲ್ಲದ ಕಡು ಬಡವರಿಗೆ ಕ್ಷೇತ್ರದ ಶಾಸಕ ಸಿ.ಎಸ್.ನಿರಂಜನ್‌ಕುಮಾರ್ ಕೊರೊನಾ ವೈರಸ್ ಲಾಕ್ ಡೌನ್‌ನಿಂದ ತೊಂದರೆಗೀಡಾಗಿರುವ ಹಿನ್ನೆಲೆಯಲ್ಲಿ 200ಕ್ಕೂ ಹೆಚ್ಚು ಕುಟುಂಬಗಳಿಗೆ ಆಹಾರ ಕಿಟ್‌ಗಳನ್ನು ಉಚಿತವಾಗಿ ವಿತರಣೆ ಮಾಡಿದರು. ತಾಲೂಕಿನ ಬೆಟ್ಟದಪುರ, ಸಾಗಡೆ, ಕೆರೆಹಳ್ಳಿ, ಹರವೆ, ಹೆಗ್ಗೋಠಾರ, ಮಲೆಯೂರು, ಕುಲಗಾಣ ಸೇರಿದಂತೆ ಸುತ್ತಮುತ್ತಲಿನ ಹಳ್ಳಿಗಳಿಗೆ ತೆರಳಿ ಕ್ಷೇತ್ರದ ಜನರ ಸಂಕಷ್ಟವನ್ನು ಅರಿಯುವ ಜೊತೆಗೆ ಜೀವ ನಿತ್ಯ ಅಗತ್ಯವಾದ ಆಹಾರ ಕಿಟ್‌ಗಳನ್ನು ನೀಡಿದರು. ಅಲ್ಲದೇ ಹರವೆ ಪ್ರಾಥಮಿಕ ಆರೋಗ್ಯ ಕೇಂದ್ರಕ್ಕೆ ತೆರಳಿ ಅಲ್ಲಿನ ಸ್ವಚ್ಛತೆ ಮತ್ತು ವ್ಯವಸ್ಥೆಗಳಿಂದಿಗೆ ಕೊರೊನಾ ವೈರಸ್ ಜಾಗೃತಿ ಹಾಗೂ ಇತರೆ ಚಿಕಿತ್ಸೆಗಳನ್ನು ಕುರಿತ ಮಾಹಿತಿ ನೀಡಿದರು. ಕೇಂದ್ರ ಸ್ವಾಧದಲ್ಲಿದ್ದು, ಆರೋಗ್ಯ ಸೇವೆಯಲ್ಲಿ ಯಾವುದೇ ಲೋಪವಾಗದಂತೆ ನೋಡಿಕೊಳ್ಳಬೇಕೆಂದು ಸೂಚನೆ ನೀಡಿದರು. ನಂತರ ಶ್ರೀ ಜಿ.ಪಿ. ಮಲ್ಲಪ್ಪನವರ ಆಶ್ರಮಕ್ಕೆ ತೆರಳಿ ಗ್ರಾಮಗಳ ಸ್ವಚ್ಛತೆಗೆ ಹೆಚ್ಚಿನ ಒತ್ತು ನೀಡಬೇಕೆಂದು ತಿಳಿಸಿದರು. ಹರವೆ ಗ್ರಾಮದ ಗಾಣಿಗರ ಸಮುದಾಯ ಭವನದ ಮುಂಭಾಗದಲ್ಲಿ ಸಮುದಾಯದ 50ಕ್ಕೂ ಹೆಚ್ಚು ಮಂದಿ ನಿರ್ಗತಿಕರಿಗೆ ಆಹಾರ ಕಿಟ್ ಅನ್ನು ವಿತರಣೆ ಮಾಡಿದರು. ಬಳಿಕ ಮಾತನಾಡಿದ ಅವರು, ವಿಶ್ವವೇ ಆರ್ಥಿಕ ತುರ್ತು ಪರಿಸ್ಥಿತಿಯ ಗಂಡಾಂತರವನ್ನು ಎದುರಿಸುತ್ತಿದೆ. ಕೊರೊನಾ ವೈರಸ್ ಪ್ರಭಾವದಿಂದ ಸಂಕಟಗಳನ್ನು ಉಂಟು ಮಾಡಿದೆ. ನಮ್ಮ ದೇಶದಲ್ಲಿ ಕೊರೊನಾ ವೈರಸ್ ಹರಡದಂತೆ ತಡೆಯಲು ಪ್ರಧಾನಿ ನರೇಂದ್ರ ಮೋದಿ ಅವರ ಬಹಳ ಮುನ್ನೆಚ್ಚರಿಕೆ ಕ್ರಮಗಳನ್ನು ತೆಗೆದುಕೊಳ್ಳುವ ಮೂಲಕ ಸೋಂಕು ಹೆಚ್ಚು ವ್ಯಾಪಿಸದಂತೆ ದಿಗ್ಬಂಧನ ಹಾಕಿದ್ದಾರೆ. ಸಾರ್ವಜನಿಕರಿಗೆ ಏ. 14ರ ವರೆಗಿನ ಲಾಕ್‌ಡೌನ್‌ಗೆ ಬೆಂಬಲ ನೀಡಬೇಕಾಗಿದೆ. ಮನೆಯಲ್ಲಿ ಇದ್ದು, ಯಾವುದೇ ತುರ್ತು ಸ್ಥಿತಿಯಲ್ಲಿ ಆರೋಗ್ಯ ಕೇಂದ್ರಗಳಿಗೆ ಹೋಗಿ, ಸೂಚನೆಗಳನ್ನು ಪಾಲನೆ ಮಾಡಬೇಕು ಎಂದು ಮನವಿ ಮಾಡಿದರು. ರಾಜ್ಯದ ಮುಖ್ಯಮಂತ್ರಿಗಳಾದ ಯಡಿಯೂರಪ್ಪ ಅವರು ಕೊರೊನಾ ವೈರಸ್ ತಡೆಗೆ ವ್ಯಾಪಕವಾದ ಕಾರ್ಯಕ್ರಮಗಳನ್ನು ನೀಡಿದ್ದಾರೆ. ಈಗಾಗಲೇ ಬಿಪಿಎಲ್ ಕಾರ್ಡ್ ಹೊಂದಿರುವ ಬಡವರಿಗೆ ಎರಡು ತಿಂಗಳ ಮುಂಗಡ ಆಹಾರ ಪಡಿತರವನ್ನು ಎಲ್ಲಾ ಕಡೆ ವಿತರಣೆ ಮಾಡಲಾಗುತ್ತಿದೆ. ರೈತರಿಗೂ ಯಾವುದೇ ರೀತಿ ಅನ್ಯಾಯವಾಗದೆ ಅವರ ಉತ್ಪನ್ನಗಳ ಸಾಗಣಿಕೆಗೆ ಅನುಕೂಲ ಮಾಡಲು ಕೇಂದ್ರ ಹಾಗೂ ರಾಜ್ಯ ಸರ್ಕಾರ ಸಹಾಯವಾಣಿ ಸ್ಥಾಪಿಸಿದೆ ಎಂದರು. ಅಲ್ಲದೇ, ಕ್ಷೇತ್ರದ ಬಡ ಕುಟುಂಬಗಳಿಗೆ ಸಹಾಯಹಸ್ತ ನೀಡುವ ನಿಟ್ಟಿನಲ್ಲಿ ಸರ್ವ ಜನಾಂಗದವರಿಗೂ ಆಹಾರ ಕಿಟ್ ವಿತರಿಸಲಾಗುವುದು. ಸಂದರ್ಭದಲ್ಲಿ ಜಿಲ್ಲಾ ಪಂಚಾಯಿತಿ ಸದಸ್ಯರು, ತಾಲೂಕು ಪಂಚಾಯಿತಿ ಸದಸ್ಯರು, ಮುಖಂಡರು ಹಾಜರಿದ್ದರು. xyxy=(512,326,926,508)
banks-headline-1: ಬ್ಯಾಂಕುಗಳಲ್ಲಿ ಫಲಾನುಭವಿಗಳಿಗೆ ಸೌಲಭ್ಯ ಕಲ್ಪಿಸಲು xyxy=(571,648,873,670)
right-fold-mark xyxy=(968,770,1029,771)
produce-headline: ಗ್ರಾಮೀಣ ಪ್ರದೇಶಗಳಲ್ಲಿ ತಾಜಾ ಹಣ್ಣು, ತರಕಾರಿ ಮಾರಾಟಕ್ಕೆ ಅವಕಾಶ xyxy=(125,672,473,691)
raitha-text: ಜಿಲ್ಲೆಯಲ್ಲಿ ಪೂರ್ವ ಮುಂಗಾರು ಹಂಗಾಮು ಆರಂಭವಾಗುತ್ತಿದ್ದು, ಸಕಾಲದಲ್ಲಿ ರೈತರಿಗೆ ಬಿತ್ತನೆಬೀಜ ಕೃಷಿ ಪರಿಕರಗಳಾದ ಬಿತ್ತನೆ ಬೀಜ, ಲಘು ಪೋಷಕಾಂಶ, ಕೀಟನಾಶಕಗಳು ಅಗತ್ಯ ಸೇವೆಗಳ ಕಾಯ್ದೆಯಡಿ ಬರುವುದರಿಂದ ಜಿಲ್ಲೆಯ ಎಲ್ಲಾ ರೈತ ಸಂಪರ್ಕ ಕೇಂದ್ರಗಳನ್ನು ತೆರೆದು ಅಗತ್ಯ ಸಾಮಗ್ರಿಗಳ ವಿತರಣೆಯನ್ನು ಕೈಗೊಳ್ಳಲು ಕೆಲ ಷರತ್ತುಗಳೊಂದಿಗೆ ಅನುಮತಿ ನೀಡಿ ಜಿಲ್ಲಾಧಿಕಾರಿ ಡಾ. ಎಂ.ಆರ್. ರವಿ ಅವರು ಆದೇಶಿಸಿದ್ದಾರೆ. ರೈತ ಸಂಪರ್ಕ ಕೇಂದ್ರಗಳಲ್ಲಿ ಕೋವಿಡ್-19 ಹರಡುವಿಕೆ ತಡೆಯಲು ಕೇಂದ್ರ ಹಾಗೂ ರಾಜ್ಯಸರ್ಕಾರ ನೀಡಿರುವ ನಿರ್ದೇಶನಗಳು, ಸುರಕ್ಷತಾ ಕ್ರಮಗಳನ್ನು ಪಾಲಿಸಬೇಕು. ಬಿತ್ತನೆ ಬೀಜ, ಲಘು ಪೋಷಕಾಂಶ, ಕೀಟನಾಶಕಗಳ ವಿತರಣೆ ಸಮಯದಲ್ಲಿ ಸಾಮಾಜಿಕ ಅಂತರ ಕಾಯ್ದುಕೊಳ್ಳಬೇಕು. ಸಂಪರ್ಕ ಕೇಂದ್ರದ ಮುಂಭಾಗದಲ್ಲಿ ನಿಲ್ಲಲು ಅನುಕೂಲವಾಗುವಂತೆ ಗುರುತುಗಳನ್ನು ಹಾಕಬೇಕು. ಆಗಮಿಸುವ ರೈತರಿಗೆ ಸ್ಯಾನಿಟೈಸರ್, ಸೋಪು ಮತ್ತು ನೀರಿನ ವ್ಯವಸ್ಥೆ ಮಾಡಬೇಕು. ಹೆಚ್ಚಿನ ಸಂಖ್ಯೆಯಲ್ಲಿ ರೈತರು ಆಗಮಿಸಿದಾಗ ಕೇಂದ್ರದ ಮುಂಭಾಗದಲ್ಲಿ ಶಾಮಿಯಾನ ವ್ಯವಸ್ಥೆ ಮಾಡಬೇಕು. ಒಂದು ಮೀಟರ್ ಅಂತರದಲ್ಲಿ ನಿಲ್ಲಿಸಿ ಬಿತ್ತನೆ ಬೀಜ ವಿತರಿಸಬೇಕು. ಈ ಸಂಬಂಧ ವಿಧಿಸಿರುವ ಷರತ್ತುಗಳನ್ನು ಪಾಲಿಸಬೇಕು. ತಪ್ಪಿದಲ್ಲಿ ಅಗತ್ಯ ಸೇವೆಗಳ ಕಾಯ್ದೆ-1955 ಮತ್ತು ವಿಪತ್ತು ನಿರ್ವಹಣಾ ಕಾಯ್ದೆ-2005ರಡಿಯಲ್ಲಿ ಕಠಿಣ ಕ್ರಮ ಜರುಗಿಸಲಾಗುವುದೆಂದು ಜಿಲ್ಲಾಧಿಕಾರಿಯವರು ಆದೇಶದಲ್ಲಿ ತಿಳಿಸಿದ್ದಾರೆ. xyxy=(512,1030,926,1126)
